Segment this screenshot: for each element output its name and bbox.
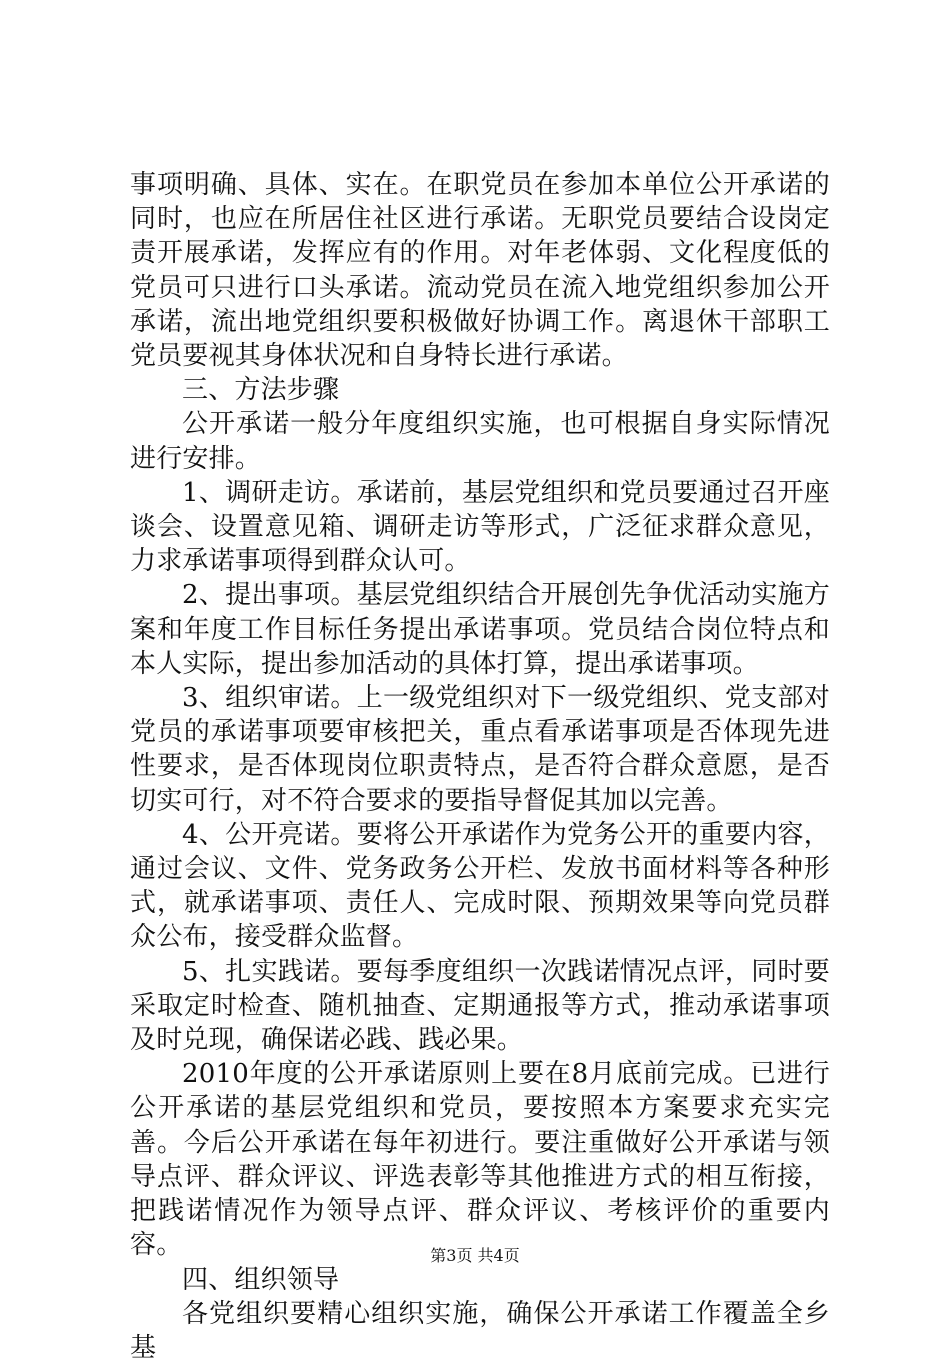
section-heading: 三、方法步骤 <box>182 375 340 406</box>
step-paragraph: 4、公开亮诺。要将公开承诺作为党务公开的重要内容，通过会议、文件、党务政务公开栏、发放书面材料等各种形式，就承诺事项、责任人、完成时限、预期效果等向党员群众公布，接受群众监督。 <box>130 819 830 953</box>
paragraph: 各党组织要精心组织实施，确保公开承诺工作覆盖全乡基 <box>130 1298 830 1363</box>
step-paragraph: 3、组织审诺。上一级党组织对下一级党组织、党支部对党员的承诺事项要审核把关，重点看承诺事项是否体现先进性要求，是否体现岗位职责特点，是否符合群众意愿，是否切实可行，对不符合要求的要指导督促其加以完善。 <box>130 683 830 816</box>
paragraph: 公开承诺一般分年度组织实施，也可根据自身实际情况进行安排。 <box>130 409 830 474</box>
paragraph: 2010年度的公开承诺原则上要在8月底前完成。已进行公开承诺的基层党组织和党员，要按照本方案要求充实完善。今后公开承诺在每年初进行。要注重做好公开承诺与领导点评、群众评议、评选表彰等其他推进方式的相互衔接，把践诺情况作为领导点评、群众评议、考核评价的重要内容。 <box>130 1059 830 1261</box>
step-paragraph: 2、提出事项。基层党组织结合开展创先争优活动实施方案和年度工作目标任务提出承诺事项。党员结合岗位特点和本人实际，提出参加活动的具体打算，提出承诺事项。 <box>130 580 830 679</box>
page-footer: 第3页 共4页 <box>430 1246 520 1265</box>
paragraph: 事项明确、具体、实在。在职党员在参加本单位公开承诺的同时，也应在所居住社区进行承诺。无职党员要结合设岗定责开展承诺，发挥应有的作用。对年老体弱、文化程度低的党员可只进行口头承诺。流动党员在流入地党组织参加公开承诺，流出地党组织要积极做好协调工作。离退休干部职工党员要视其身体状况和自身特长进行承诺。 <box>130 170 830 372</box>
step-paragraph: 1、调研走访。承诺前，基层党组织和党员要通过召开座谈会、设置意见箱、调研走访等形式，广泛征求群众意见，力求承诺事项得到群众认可。 <box>130 477 830 577</box>
step-paragraph: 5、扎实践诺。要每季度组织一次践诺情况点评，同时要采取定时检查、随机抽查、定期通报等方式，推动承诺事项及时兑现，确保诺必践、践必果。 <box>130 956 830 1056</box>
document-body <box>130 168 830 1365</box>
section-heading: 四、组织领导 <box>182 1264 340 1295</box>
